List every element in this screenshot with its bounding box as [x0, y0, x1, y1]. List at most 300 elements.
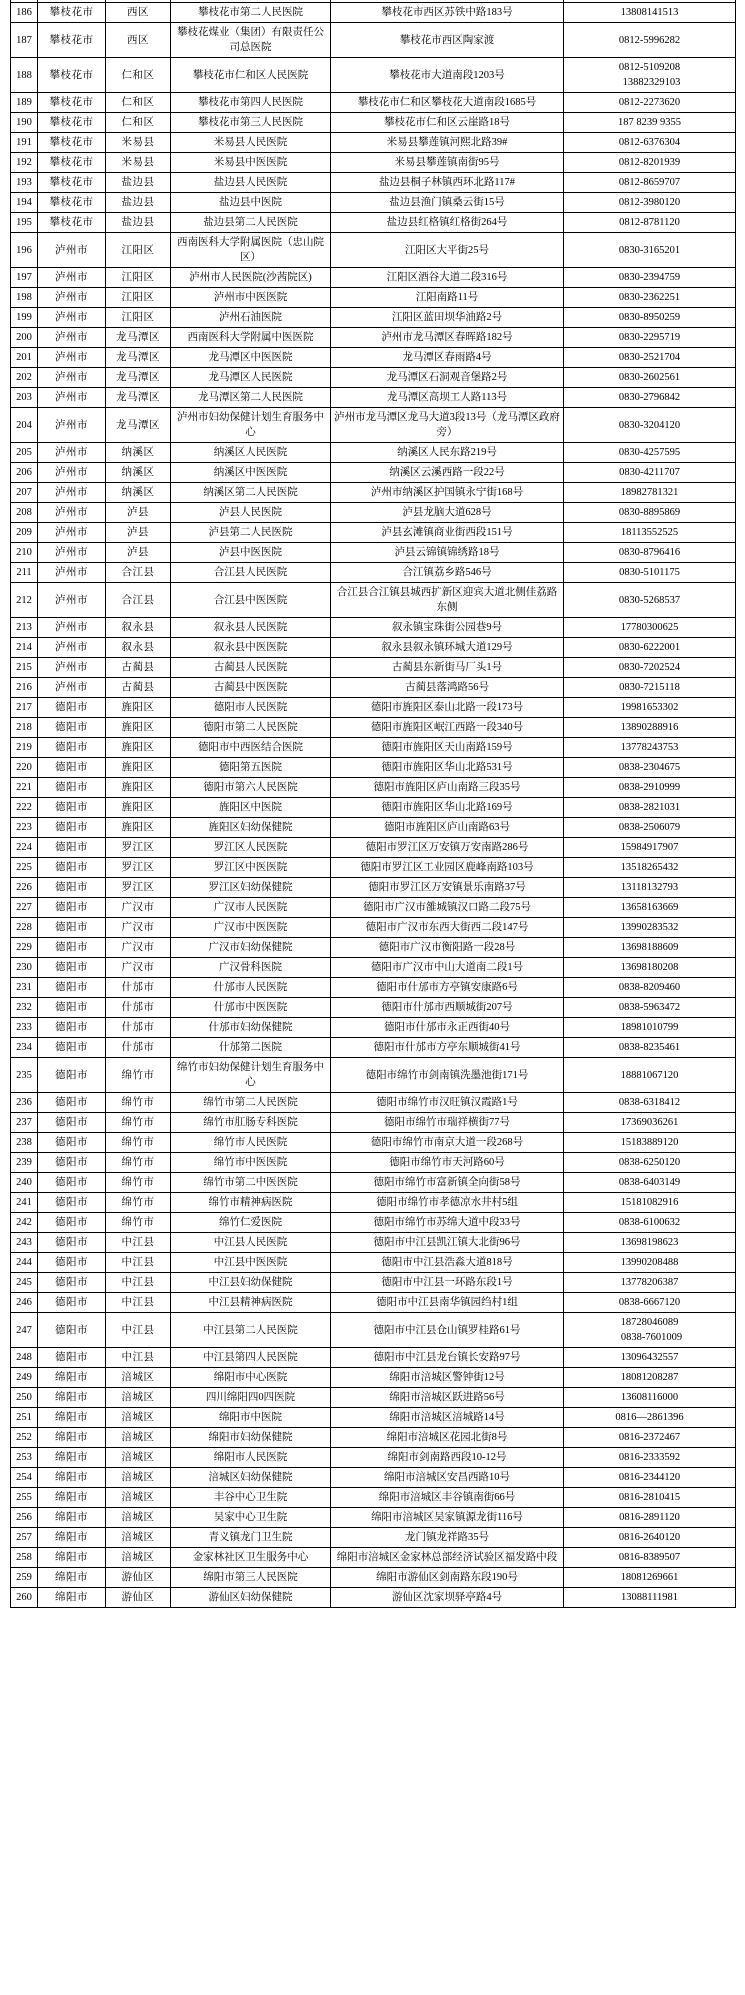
table-row — [11, 408, 736, 443]
address-cell: 德阳市什邡市永正西街40号 — [331, 1018, 564, 1038]
institution-name-cell: 叙永县人民医院 — [171, 618, 331, 638]
address-cell: 泸州市龙马潭区春晖路182号 — [331, 328, 564, 348]
city-cell: 泸州市 — [38, 233, 106, 268]
table-row — [11, 1273, 736, 1293]
institution-name-cell: 泸县中医医院 — [171, 543, 331, 563]
address-cell: 攀枝花市大道南段1203号 — [331, 58, 564, 93]
row-index: 258 — [11, 1548, 38, 1568]
table-row — [11, 958, 736, 978]
phone-cell: 13118132793 — [564, 878, 736, 898]
row-index: 191 — [11, 133, 38, 153]
institution-name-cell: 德阳第五医院 — [171, 758, 331, 778]
row-index: 222 — [11, 798, 38, 818]
row-index: 257 — [11, 1528, 38, 1548]
city-cell: 德阳市 — [38, 1233, 106, 1253]
address-cell: 龙门镇龙祥路35号 — [331, 1528, 564, 1548]
phone-cell: 18081269661 — [564, 1568, 736, 1588]
phone-cell: 0812-8201939 — [564, 153, 736, 173]
address-cell: 德阳市广汉市中山大道南二段1号 — [331, 958, 564, 978]
phone-cell: 13808141513 — [564, 3, 736, 23]
institution-name-cell: 盐边县第二人民医院 — [171, 213, 331, 233]
phone-cell: 0830-3165201 — [564, 233, 736, 268]
phone-cell: 0830-2521704 — [564, 348, 736, 368]
city-cell: 德阳市 — [38, 1113, 106, 1133]
phone-cell: 0830-2394759 — [564, 268, 736, 288]
district-cell: 绵竹市 — [106, 1058, 171, 1093]
table-row — [11, 918, 736, 938]
institution-name-cell: 丰谷中心卫生院 — [171, 1488, 331, 1508]
row-index: 241 — [11, 1193, 38, 1213]
city-cell: 德阳市 — [38, 758, 106, 778]
institution-name-cell: 广汉市妇幼保健院 — [171, 938, 331, 958]
phone-cell: 13698198623 — [564, 1233, 736, 1253]
district-cell: 古蔺县 — [106, 678, 171, 698]
secondary-phone: 13882329103 — [622, 77, 681, 88]
institution-name-cell: 绵竹市第二中医医院 — [171, 1173, 331, 1193]
institution-name-cell: 游仙区妇幼保健院 — [171, 1588, 331, 1608]
city-cell: 德阳市 — [38, 958, 106, 978]
table-row — [11, 938, 736, 958]
city-cell: 攀枝花市 — [38, 133, 106, 153]
phone-cell: 0830-8895869 — [564, 503, 736, 523]
row-index: 259 — [11, 1568, 38, 1588]
table-row — [11, 523, 736, 543]
institution-name-cell: 合江县人民医院 — [171, 563, 331, 583]
table-row — [11, 998, 736, 1018]
table-row — [11, 1093, 736, 1113]
city-cell: 德阳市 — [38, 838, 106, 858]
row-index: 194 — [11, 193, 38, 213]
phone-cell: 0816-8389507 — [564, 1548, 736, 1568]
district-cell: 江阳区 — [106, 268, 171, 288]
table-row — [11, 1153, 736, 1173]
district-cell: 旌阳区 — [106, 718, 171, 738]
district-cell: 米易县 — [106, 133, 171, 153]
table-row — [11, 1233, 736, 1253]
institution-name-cell: 盐边县人民医院 — [171, 173, 331, 193]
address-cell: 盐边县红格镇红格街264号 — [331, 213, 564, 233]
table-row — [11, 153, 736, 173]
institution-name-cell: 罗江区人民医院 — [171, 838, 331, 858]
table-row — [11, 563, 736, 583]
institution-name-cell: 什邡市人民医院 — [171, 978, 331, 998]
phone-cell: 13698188609 — [564, 938, 736, 958]
institution-name-cell: 广汉市人民医院 — [171, 898, 331, 918]
phone-cell: 18881067120 — [564, 1058, 736, 1093]
city-cell: 泸州市 — [38, 368, 106, 388]
address-cell: 德阳市旌阳区泰山北路一段173号 — [331, 698, 564, 718]
table-row — [11, 1193, 736, 1213]
phone-cell: 0816-2810415 — [564, 1488, 736, 1508]
city-cell: 德阳市 — [38, 1133, 106, 1153]
city-cell: 德阳市 — [38, 1348, 106, 1368]
city-cell: 德阳市 — [38, 798, 106, 818]
district-cell: 中江县 — [106, 1293, 171, 1313]
address-cell: 绵阳市涪城区跃进路56号 — [331, 1388, 564, 1408]
district-cell: 叙永县 — [106, 638, 171, 658]
phone-cell: 13658163669 — [564, 898, 736, 918]
phone-cell: 18113552525 — [564, 523, 736, 543]
row-index: 214 — [11, 638, 38, 658]
row-index: 193 — [11, 173, 38, 193]
institution-name-cell: 绵竹仁爱医院 — [171, 1213, 331, 1233]
address-cell: 德阳市什邡市方亭镇安康路6号 — [331, 978, 564, 998]
city-cell: 泸州市 — [38, 308, 106, 328]
row-index: 236 — [11, 1093, 38, 1113]
phone-cell: 0838-6318412 — [564, 1093, 736, 1113]
address-cell: 泸州市纳溪区护国镇永宁街168号 — [331, 483, 564, 503]
address-cell: 龙马潭区石洞观音堡路2号 — [331, 368, 564, 388]
phone-cell: 0838-8209460 — [564, 978, 736, 998]
city-cell: 泸州市 — [38, 288, 106, 308]
row-index: 231 — [11, 978, 38, 998]
phone-cell: 187 8239 9355 — [564, 113, 736, 133]
institution-name-cell: 西南医科大学附属中医医院 — [171, 328, 331, 348]
phone-cell: 0830-2295719 — [564, 328, 736, 348]
phone-cell: 15984917907 — [564, 838, 736, 858]
city-cell: 绵阳市 — [38, 1588, 106, 1608]
phone-cell: 0812-5109208 13882329103 — [564, 58, 736, 93]
address-cell: 德阳市什邡市西顺城街207号 — [331, 998, 564, 1018]
row-index: 251 — [11, 1408, 38, 1428]
table-body — [11, 0, 736, 1608]
phone-cell: 18981010799 — [564, 1018, 736, 1038]
row-index: 254 — [11, 1468, 38, 1488]
city-cell: 泸州市 — [38, 328, 106, 348]
institution-name-cell: 德阳市人民医院 — [171, 698, 331, 718]
table-row — [11, 3, 736, 23]
row-index: 213 — [11, 618, 38, 638]
phone-cell: 0838-6250120 — [564, 1153, 736, 1173]
district-cell: 绵竹市 — [106, 1113, 171, 1133]
table-row — [11, 718, 736, 738]
table-row — [11, 1313, 736, 1348]
row-index: 238 — [11, 1133, 38, 1153]
row-index: 239 — [11, 1153, 38, 1173]
table-row — [11, 1293, 736, 1313]
table-row — [11, 1488, 736, 1508]
table-row — [11, 503, 736, 523]
table-row — [11, 268, 736, 288]
institution-name-cell: 中江县精神病医院 — [171, 1293, 331, 1313]
city-cell: 泸州市 — [38, 543, 106, 563]
row-index: 202 — [11, 368, 38, 388]
institution-name-cell: 绵阳市第三人民医院 — [171, 1568, 331, 1588]
phone-cell: 0830-4211707 — [564, 463, 736, 483]
address-cell: 攀枝花市西区陶家渡 — [331, 23, 564, 58]
table-row — [11, 1448, 736, 1468]
district-cell: 涪城区 — [106, 1388, 171, 1408]
table-row — [11, 308, 736, 328]
table-row — [11, 463, 736, 483]
city-cell: 泸州市 — [38, 443, 106, 463]
table-row — [11, 1428, 736, 1448]
institution-name-cell: 绵竹市肛肠专科医院 — [171, 1113, 331, 1133]
address-cell: 德阳市绵竹市苏绵大道中段33号 — [331, 1213, 564, 1233]
institution-name-cell: 德阳市第二人民医院 — [171, 718, 331, 738]
district-cell: 纳溪区 — [106, 443, 171, 463]
row-index: 220 — [11, 758, 38, 778]
phone-cell: 0816-2891120 — [564, 1508, 736, 1528]
row-index: 224 — [11, 838, 38, 858]
row-index: 256 — [11, 1508, 38, 1528]
row-index: 237 — [11, 1113, 38, 1133]
row-index: 211 — [11, 563, 38, 583]
city-cell: 绵阳市 — [38, 1368, 106, 1388]
city-cell: 泸州市 — [38, 658, 106, 678]
institution-name-cell: 绵竹市中医医院 — [171, 1153, 331, 1173]
secondary-phone: 0838-7601009 — [620, 1332, 683, 1343]
table-row — [11, 483, 736, 503]
phone-cell: 13990283532 — [564, 918, 736, 938]
table-row — [11, 1588, 736, 1608]
institution-name-cell: 中江县第二人民医院 — [171, 1313, 331, 1348]
district-cell: 游仙区 — [106, 1588, 171, 1608]
row-index: 200 — [11, 328, 38, 348]
phone-cell: 13778243753 — [564, 738, 736, 758]
institution-name-cell: 德阳市第六人民医院 — [171, 778, 331, 798]
address-cell: 德阳市罗江区工业园区鹿峰南路103号 — [331, 858, 564, 878]
phone-cell: 0830-8796416 — [564, 543, 736, 563]
phone-cell: 0838-6403149 — [564, 1173, 736, 1193]
row-index: 248 — [11, 1348, 38, 1368]
city-cell: 攀枝花市 — [38, 213, 106, 233]
row-index: 253 — [11, 1448, 38, 1468]
city-cell: 攀枝花市 — [38, 193, 106, 213]
address-cell: 泸州市龙马潭区龙马大道3段13号（龙马潭区政府旁） — [331, 408, 564, 443]
city-cell: 攀枝花市 — [38, 93, 106, 113]
address-cell: 德阳市罗江区万安镇景乐南路37号 — [331, 878, 564, 898]
phone-cell: 0830-4257595 — [564, 443, 736, 463]
address-cell: 叙永镇宝珠街公园巷9号 — [331, 618, 564, 638]
table-row — [11, 1568, 736, 1588]
district-cell: 罗江区 — [106, 838, 171, 858]
phone-cell: 19981653302 — [564, 698, 736, 718]
table-row — [11, 1368, 736, 1388]
address-cell: 古蔺县东新街马厂头1号 — [331, 658, 564, 678]
city-cell: 德阳市 — [38, 1153, 106, 1173]
district-cell: 泸县 — [106, 543, 171, 563]
phone-cell: 17780300625 — [564, 618, 736, 638]
address-cell: 德阳市中江县一环路东段1号 — [331, 1273, 564, 1293]
district-cell: 龙马潭区 — [106, 388, 171, 408]
table-row — [11, 1528, 736, 1548]
city-cell: 泸州市 — [38, 503, 106, 523]
table-row — [11, 798, 736, 818]
address-cell: 绵阳市涪城区花园北街8号 — [331, 1428, 564, 1448]
row-index: 232 — [11, 998, 38, 1018]
institution-name-cell: 旌阳区中医院 — [171, 798, 331, 818]
address-cell: 德阳市绵竹市南京大道一段268号 — [331, 1133, 564, 1153]
district-cell: 绵竹市 — [106, 1153, 171, 1173]
district-cell: 涪城区 — [106, 1528, 171, 1548]
city-cell: 泸州市 — [38, 348, 106, 368]
row-index: 244 — [11, 1253, 38, 1273]
institution-name-cell: 泸县人民医院 — [171, 503, 331, 523]
phone-cell: 0838-6667120 — [564, 1293, 736, 1313]
phone-cell: 0812-6376304 — [564, 133, 736, 153]
institution-name-cell: 叙永县中医医院 — [171, 638, 331, 658]
address-cell: 游仙区沈家坝驿亭路4号 — [331, 1588, 564, 1608]
district-cell: 龙马潭区 — [106, 348, 171, 368]
table-row — [11, 1388, 736, 1408]
phone-cell: 0830-2602561 — [564, 368, 736, 388]
district-cell: 旌阳区 — [106, 818, 171, 838]
district-cell: 合江县 — [106, 583, 171, 618]
institution-name-cell: 盐边县中医院 — [171, 193, 331, 213]
institution-name-cell: 什邡第二医院 — [171, 1038, 331, 1058]
row-index: 216 — [11, 678, 38, 698]
address-cell: 攀枝花市西区苏铁中路183号 — [331, 3, 564, 23]
row-index: 215 — [11, 658, 38, 678]
district-cell: 涪城区 — [106, 1368, 171, 1388]
city-cell: 德阳市 — [38, 938, 106, 958]
row-index: 197 — [11, 268, 38, 288]
institution-name-cell: 龙马潭区人民医院 — [171, 368, 331, 388]
institution-name-cell: 什邡市中医医院 — [171, 998, 331, 1018]
district-cell: 绵竹市 — [106, 1193, 171, 1213]
phone-cell: 13778206387 — [564, 1273, 736, 1293]
phone-cell: 0816-2344120 — [564, 1468, 736, 1488]
district-cell: 什邡市 — [106, 998, 171, 1018]
phone-cell: 0812-8781120 — [564, 213, 736, 233]
address-cell: 纳溪区人民东路219号 — [331, 443, 564, 463]
city-cell: 绵阳市 — [38, 1428, 106, 1448]
city-cell: 绵阳市 — [38, 1388, 106, 1408]
institution-name-cell: 罗江区中医医院 — [171, 858, 331, 878]
row-index: 249 — [11, 1368, 38, 1388]
address-cell: 泸县龙脑大道628号 — [331, 503, 564, 523]
district-cell: 涪城区 — [106, 1548, 171, 1568]
institution-name-cell: 攀枝花市第三人民医院 — [171, 113, 331, 133]
institution-name-cell: 绵竹市精神病医院 — [171, 1193, 331, 1213]
table-row — [11, 233, 736, 268]
table-row — [11, 388, 736, 408]
table-row — [11, 93, 736, 113]
district-cell: 游仙区 — [106, 1568, 171, 1588]
district-cell: 旌阳区 — [106, 698, 171, 718]
phone-cell: 0830-5101175 — [564, 563, 736, 583]
phone-cell: 0838-6100632 — [564, 1213, 736, 1233]
city-cell: 德阳市 — [38, 818, 106, 838]
table-row — [11, 738, 736, 758]
address-cell: 攀枝花市仁和区攀枝花大道南段1685号 — [331, 93, 564, 113]
phone-cell: 0838-8235461 — [564, 1038, 736, 1058]
row-index: 255 — [11, 1488, 38, 1508]
row-index: 190 — [11, 113, 38, 133]
district-cell: 纳溪区 — [106, 483, 171, 503]
district-cell: 仁和区 — [106, 58, 171, 93]
row-index: 227 — [11, 898, 38, 918]
city-cell: 德阳市 — [38, 998, 106, 1018]
phone-cell: 0830-6222001 — [564, 638, 736, 658]
table-row — [11, 778, 736, 798]
address-cell: 绵阳市涪城区吴家镇源龙街116号 — [331, 1508, 564, 1528]
institution-name-cell: 德阳市中西医结合医院 — [171, 738, 331, 758]
phone-cell: 0830-8950259 — [564, 308, 736, 328]
city-cell: 德阳市 — [38, 1193, 106, 1213]
phone-cell: 15183889120 — [564, 1133, 736, 1153]
district-cell: 涪城区 — [106, 1428, 171, 1448]
row-index: 196 — [11, 233, 38, 268]
city-cell: 德阳市 — [38, 1293, 106, 1313]
institution-name-cell: 泸县第二人民医院 — [171, 523, 331, 543]
table-row — [11, 1058, 736, 1093]
district-cell: 叙永县 — [106, 618, 171, 638]
phone-cell: 0838-2506079 — [564, 818, 736, 838]
district-cell: 旌阳区 — [106, 758, 171, 778]
address-cell: 德阳市中江县凯江镇大北街96号 — [331, 1233, 564, 1253]
table-row — [11, 443, 736, 463]
row-index: 208 — [11, 503, 38, 523]
city-cell: 攀枝花市 — [38, 3, 106, 23]
address-cell: 德阳市中江县浩淼大道818号 — [331, 1253, 564, 1273]
institution-name-cell: 青义镇龙门卫生院 — [171, 1528, 331, 1548]
institution-name-cell: 西南医科大学附属医院（忠山院区） — [171, 233, 331, 268]
district-cell: 什邡市 — [106, 1018, 171, 1038]
address-cell: 米易县攀莲镇南街95号 — [331, 153, 564, 173]
row-index: 246 — [11, 1293, 38, 1313]
address-cell: 绵阳市涪城区涪城路14号 — [331, 1408, 564, 1428]
institution-name-cell: 纳溪区人民医院 — [171, 443, 331, 463]
table-row — [11, 838, 736, 858]
district-cell: 西区 — [106, 3, 171, 23]
city-cell: 绵阳市 — [38, 1568, 106, 1588]
row-index: 242 — [11, 1213, 38, 1233]
city-cell: 绵阳市 — [38, 1488, 106, 1508]
district-cell: 罗江区 — [106, 878, 171, 898]
phone-cell: 0838-2821031 — [564, 798, 736, 818]
institution-name-cell: 中江县中医医院 — [171, 1253, 331, 1273]
table-row — [11, 898, 736, 918]
row-index: 228 — [11, 918, 38, 938]
row-index: 187 — [11, 23, 38, 58]
district-cell: 古蔺县 — [106, 658, 171, 678]
institution-name-cell: 涪城区妇幼保健院 — [171, 1468, 331, 1488]
row-index: 189 — [11, 93, 38, 113]
phone-cell: 0816-2372467 — [564, 1428, 736, 1448]
row-index: 250 — [11, 1388, 38, 1408]
row-index: 225 — [11, 858, 38, 878]
institution-name-cell: 绵竹市人民医院 — [171, 1133, 331, 1153]
table-row — [11, 133, 736, 153]
row-index: 212 — [11, 583, 38, 618]
city-cell: 泸州市 — [38, 523, 106, 543]
table-row — [11, 173, 736, 193]
row-index: 203 — [11, 388, 38, 408]
district-cell: 广汉市 — [106, 938, 171, 958]
address-cell: 德阳市广汉市雒城镇汉口路二段75号 — [331, 898, 564, 918]
district-cell: 中江县 — [106, 1233, 171, 1253]
row-index: 233 — [11, 1018, 38, 1038]
district-cell: 涪城区 — [106, 1468, 171, 1488]
city-cell: 德阳市 — [38, 1038, 106, 1058]
institution-name-cell: 纳溪区中医医院 — [171, 463, 331, 483]
district-cell: 广汉市 — [106, 958, 171, 978]
phone-cell: 15181082916 — [564, 1193, 736, 1213]
city-cell: 绵阳市 — [38, 1468, 106, 1488]
institution-name-cell: 旌阳区妇幼保健院 — [171, 818, 331, 838]
row-index: 230 — [11, 958, 38, 978]
institution-name-cell: 纳溪区第二人民医院 — [171, 483, 331, 503]
table-row — [11, 618, 736, 638]
address-cell: 龙马潭区春雨路4号 — [331, 348, 564, 368]
phone-cell: 13608116000 — [564, 1388, 736, 1408]
address-cell: 德阳市中江县龙台镇长安路97号 — [331, 1348, 564, 1368]
address-cell: 德阳市绵竹市剑南镇洗墨池街171号 — [331, 1058, 564, 1093]
address-cell: 绵阳市涪城区警钟街12号 — [331, 1368, 564, 1388]
city-cell: 泸州市 — [38, 268, 106, 288]
